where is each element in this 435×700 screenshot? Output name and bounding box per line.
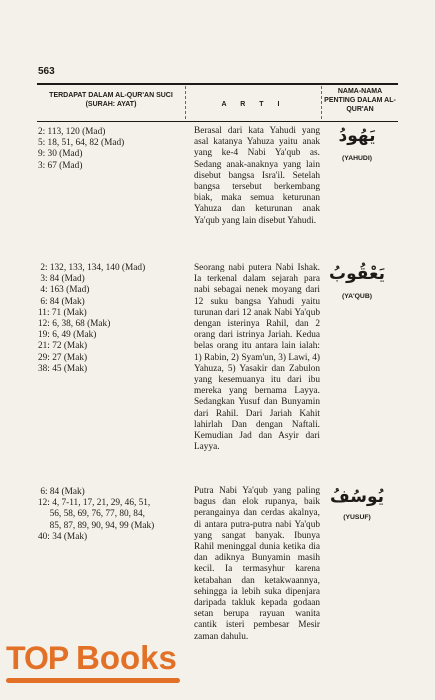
surah-references: 2: 132, 133, 134, 140 (Mad) 3: 84 (Mad) 4: 163 (Mad) 6: 84 (Mak) 11: 71 (Mak) 12: 6, 38, 68 (Mak) 19: 6, 49 (Mak) 21: 72 (Mak) 29: 27 (Mak) 38: 45 (Mak)	[38, 263, 146, 374]
arabic-name: يَهُودُ	[338, 126, 376, 146]
latin-name: (YUSUF)	[343, 514, 371, 521]
arti-text: Putra Nabi Ya'qub yang paling bagus dan elok rupanya, baik perangainya dan cerdas akalnya, di antara putra-putra nabi Ya'qub yang sangat banyak. Ibunya Rahil meninggal dunia ketika dia dan adiknya Bunyamin masih kecil. Ia termasyhur karena ketabahan dan ketakwaannya, sehingga ia lebih suka dipenjara daripada takluk kepada godaan setan berupa rayuan wanita cantik isteri pembesar Mesir zaman dahulu.	[194, 486, 320, 642]
page-number: 563	[38, 66, 55, 77]
nama-column-header: NAMA-NAMA PENTING DALAM AL-QUR'AN	[324, 88, 396, 113]
surah-references: 6: 84 (Mak) 12: 4, 7-11, 17, 21, 29, 46, 51, 56, 58, 69, 76, 77, 80, 84, 85, 87, 89, 90, 94, 99 (Mak) 40: 34 (Mak)	[38, 487, 155, 542]
latin-name: (YAHUDI)	[342, 155, 372, 162]
surah-references: 2: 113, 120 (Mad) 5: 18, 51, 64, 82 (Mad) 9: 30 (Mad) 3: 67 (Mad)	[38, 127, 125, 171]
watermark-books-text: Books	[76, 639, 177, 676]
arti-text: Berasal dari kata Yahudi yang asal katanya Yahuza yaitu anak yang ke-4 Nabi Ya'qub as. Sedang anak-anaknya yang lain disebut bangsa Isra'il. Setelah bangsa tersebut berkembang biak, maka semua keturunan Yahuza dan keturunan anak Ya'qub yang lain disebut Yahudi.	[194, 126, 320, 226]
arti-column-header: A R T I	[221, 101, 286, 108]
surah-column-header: TERDAPAT DALAM AL-QUR'AN SUCI (SURAH: AYAT)	[49, 92, 173, 108]
latin-name: (YA'QUB)	[341, 293, 373, 300]
watermark-top-text: TOP	[6, 640, 69, 676]
header-bottom-rule	[37, 121, 398, 122]
arabic-name: يُوسُفُ	[329, 487, 384, 507]
topbooks-watermark-logo	[6, 638, 184, 688]
watermark-underline	[6, 678, 180, 683]
table-top-rule	[37, 83, 398, 85]
arti-text: Seorang nabi putera Nabi Ishak. Ia terkenal dalam sejarah para nabi sebagai nenek moyang dari 12 suku bangsa Yahudi yaitu turunan dari 12 anak Nabi Ya'qub dengan isterinya Rahil, dan 2 orang dari istrinya Jariah. Kedua belas orang itu antara lain ialah: 1) Rabin, 2) Syam'un, 3) Lawi, 4) Yahuza, 5) Yasakir dan Zabulon yang kesemuanya itu dari ibu mereka yang bernama Layya. Sedangkan Yusuf dan Bunyamin dari Rahil. Dari Jariah Kahit lahirlah Dan dengan Naftali. Kemudian Jad dan Asyir dari Layya.	[194, 263, 320, 453]
arabic-name: يَعْقُوبُ	[329, 264, 385, 284]
